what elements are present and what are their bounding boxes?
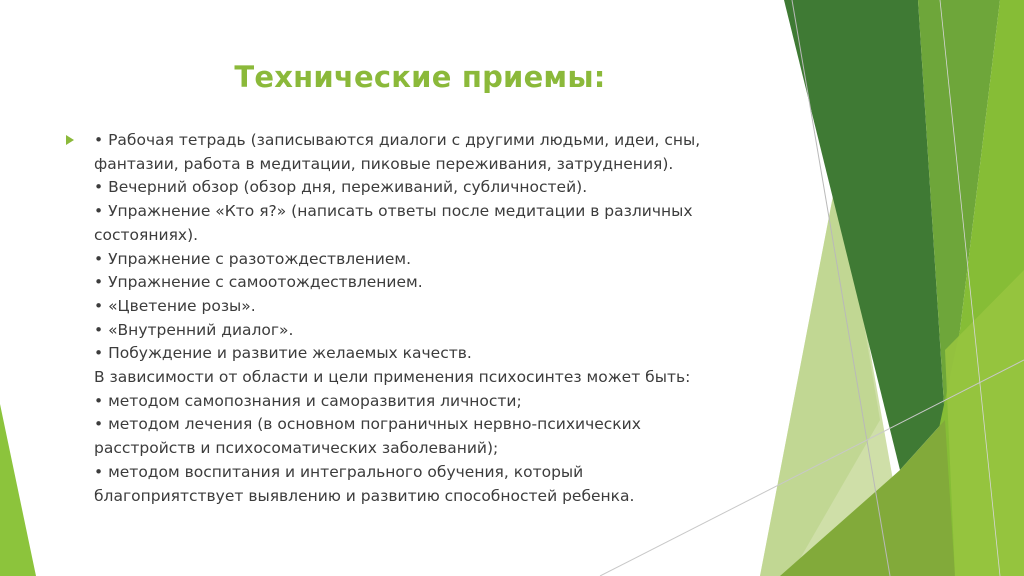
body-line: • Рабочая тетрадь (записываются диалоги с другими людьми, идеи, сны,	[94, 131, 701, 149]
body-line: состояниях).	[94, 225, 199, 244]
body-line: расстройств и психосоматических заболеваний);	[94, 439, 499, 458]
slide-body	[94, 129, 784, 508]
body-line: • Вечерний обзор (обзор дня, переживаний, субличностей).	[94, 178, 588, 197]
body-line: • методом самопознания и саморазвития личности;	[94, 391, 522, 410]
body-line: • Упражнение «Кто я?» (написать ответы после медитации в различных	[94, 202, 693, 221]
body-line: • методом лечения (в основном пограничных нервно-психических	[94, 415, 641, 434]
body-line: • Упражнение с самоотождествлением.	[94, 273, 423, 292]
body-line: благоприятствует выявлению и развитию способностей ребенка.	[94, 486, 635, 505]
triangle-bullet-icon	[66, 135, 74, 145]
body-line: • методом воспитания и интегрального обучения, который	[94, 462, 584, 481]
body-line: • «Цветение розы».	[94, 296, 256, 315]
body-line: • Побуждение и развитие желаемых качеств.	[94, 344, 472, 363]
body-line: • Упражнение с разотождествлением.	[94, 249, 412, 268]
left-green-sliver	[0, 404, 36, 576]
body-line: • «Внутренний диалог».	[94, 320, 294, 339]
body-line: В зависимости от области и цели применения психосинтез может быть:	[94, 368, 691, 387]
slide-title: Технические приемы:	[234, 60, 606, 94]
body-line: фантазии, работа в медитации, пиковые переживания, затруднения).	[94, 154, 674, 173]
